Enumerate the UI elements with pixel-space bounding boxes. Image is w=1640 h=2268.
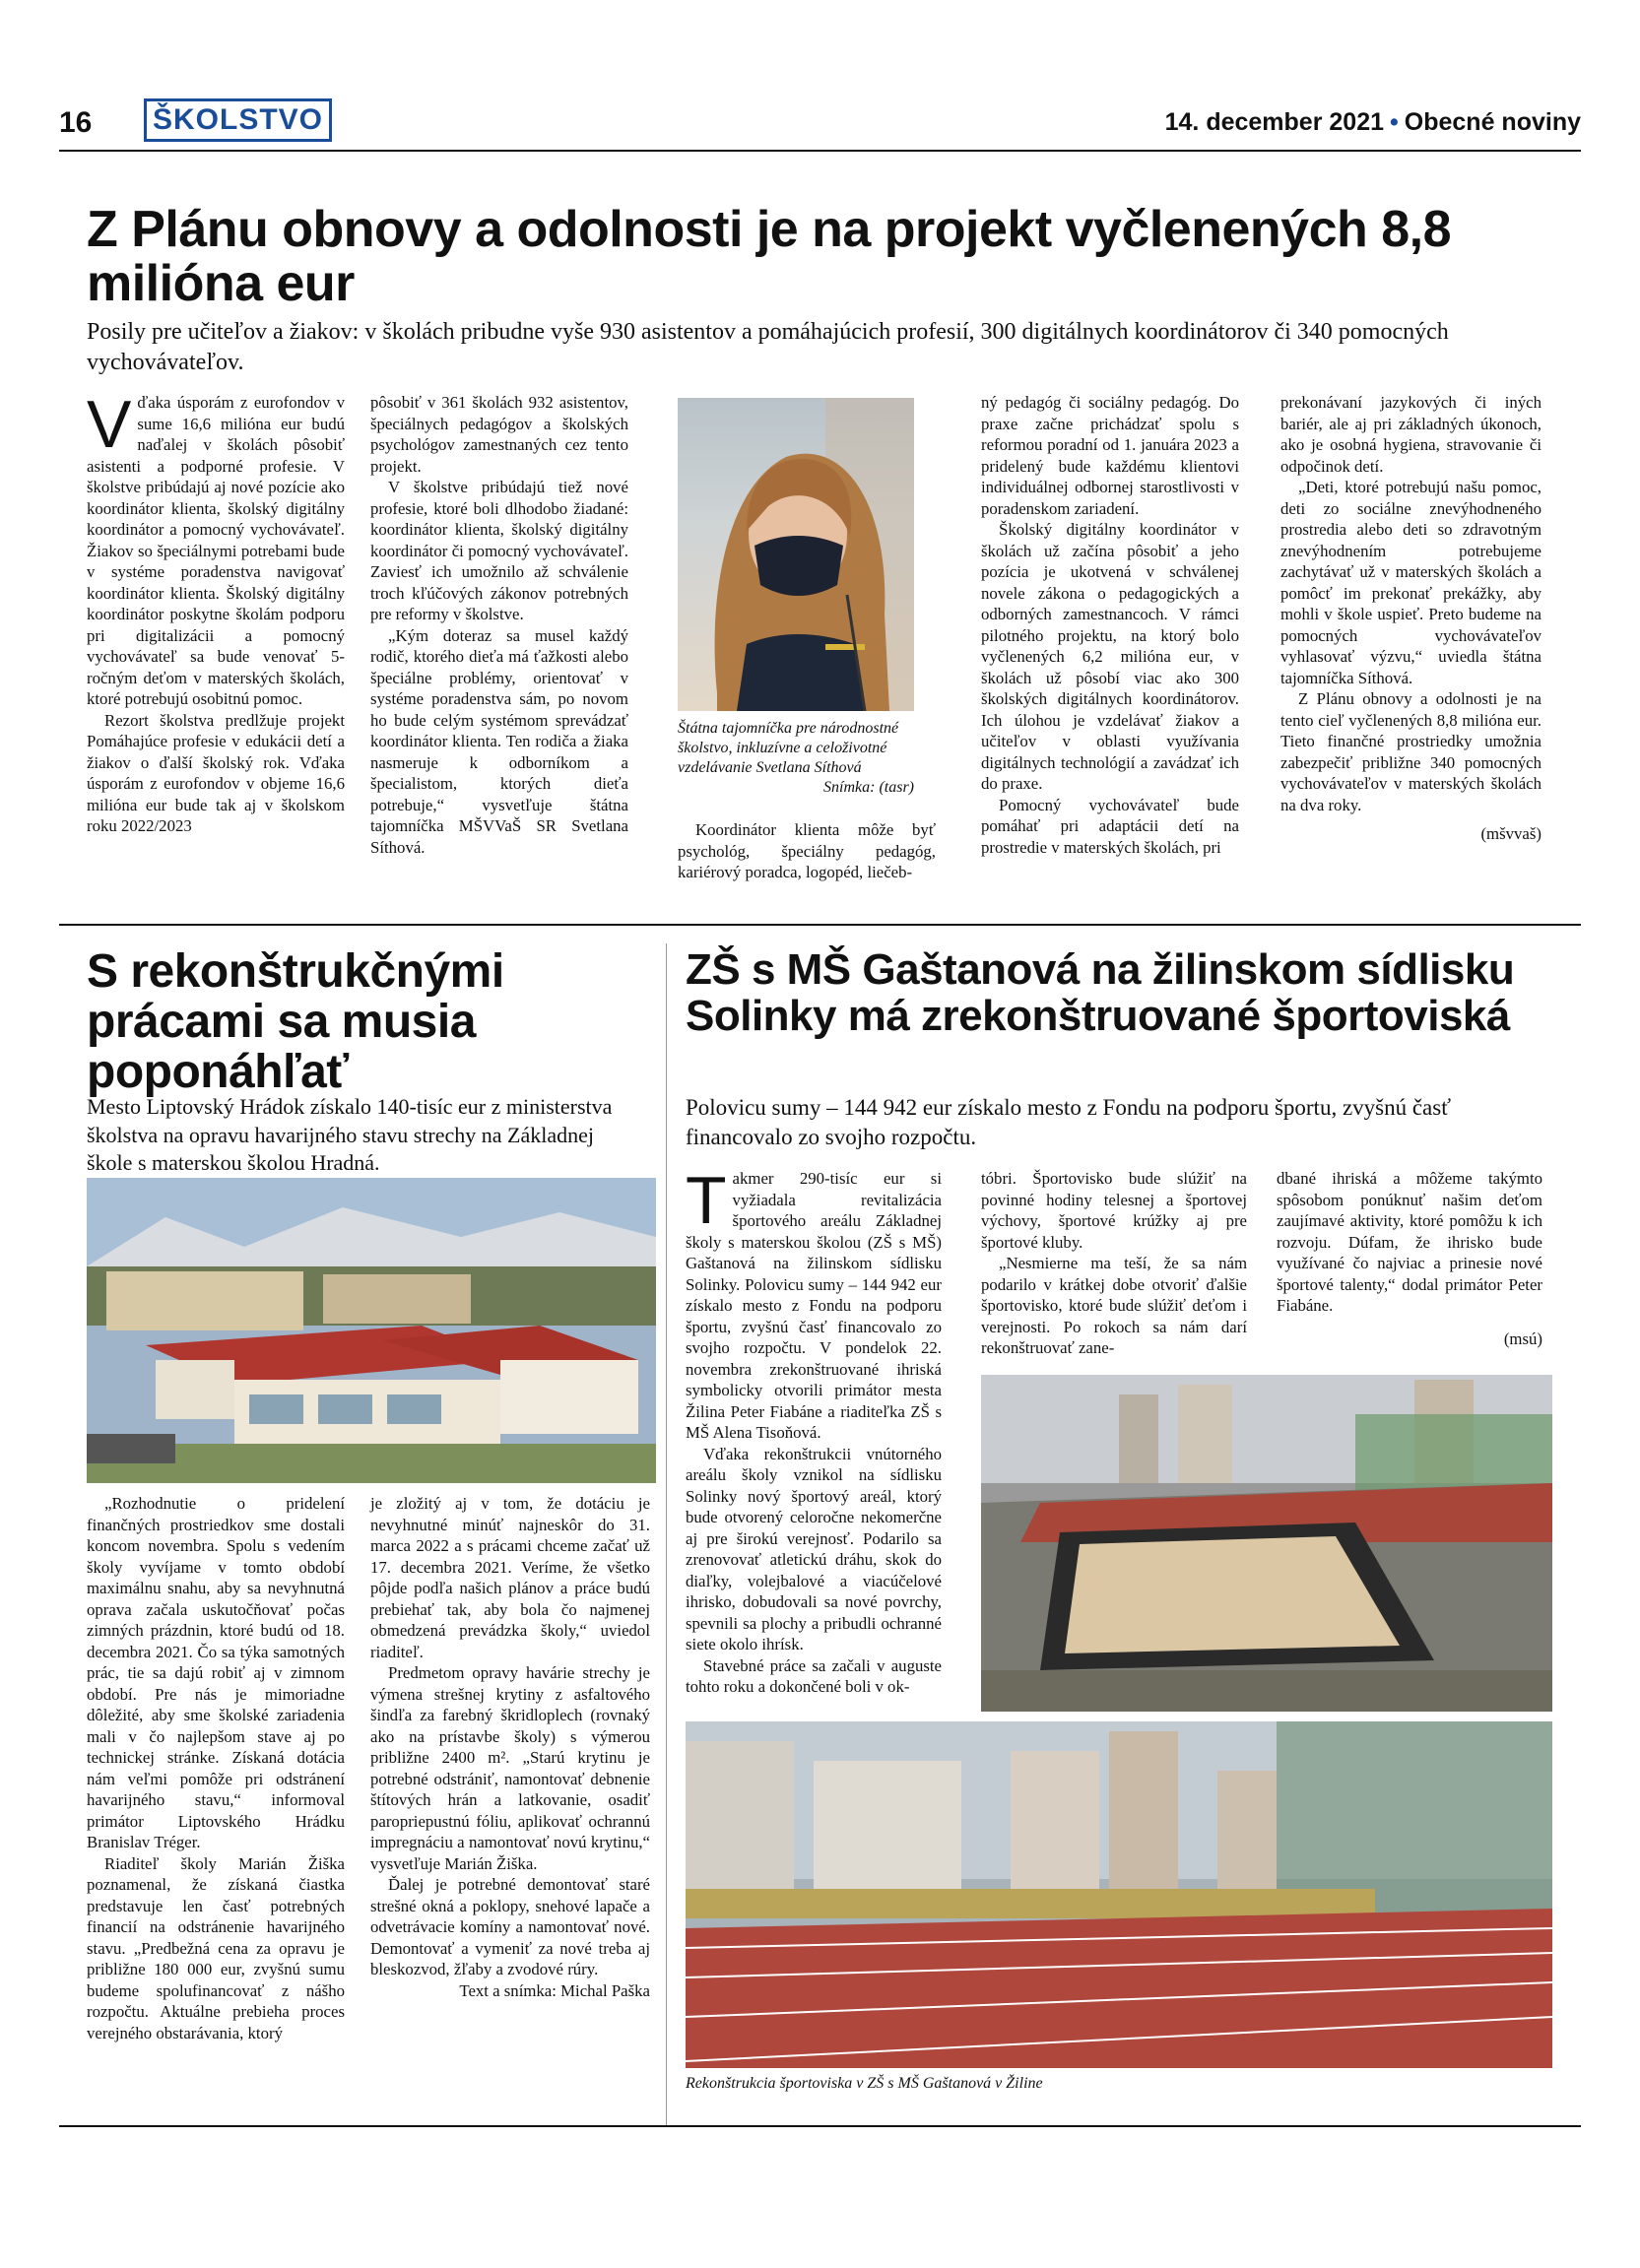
portrait-caption-text: Štátna tajomníčka pre národnostné školstvo, inkluzívne a celoživotné vzdelávanie Svetlana Síthová bbox=[678, 720, 899, 776]
article1-signature: (mšvvaš) bbox=[1480, 824, 1542, 843]
article3-col1 bbox=[686, 1163, 942, 1698]
running-track-photo bbox=[686, 1721, 1552, 2068]
article2-signature: Text a snímka: Michal Paška bbox=[459, 1980, 650, 2000]
article1-col5 bbox=[1280, 392, 1542, 845]
paragraph: je zložitý aj v tom, že dotáciu je nevyhnutné minúť najneskôr do 31. marca 2022 a s prácami chceme začať už 17. decembra 2021. Veríme, že všetko pôjde podľa našich plánov a práce budú prebiehať tak, aby bola čo najmenej obmedzená prevádzka školy,“ uviedol riaditeľ. bbox=[370, 1494, 650, 1661]
paragraph: V školstve pribúdajú tiež nové profesie, ktoré boli dlhodobo žiadané: koordinátor klienta, školský digitálny koordinátor či pomocný vychovávateľ. Zaviesť ich umožnilo až schválenie troch kľúčových zákonov potrebných pre reformy v školstve. bbox=[370, 478, 628, 623]
paragraph: Školský digitálny koordinátor v školách už začína pôsobiť a jeho pozícia je ukotvená v schválenej novele zákona o pedagogických a odborných zamestnancoch. V rámci pilotného projektu, na ktorý bolo vyčlenených 6,2 milióna eur, v školách už pôsobí viac ako 300 školských digitálnych koordinátorov. Ich úlohou je vzdelávať žiakov a učiteľov v oblasti využívania digitálnych technológií a zavádzať ich do praxe. bbox=[981, 520, 1239, 793]
paragraph: Riaditeľ školy Marián Žiška poznamenal, že získaná čiastka predstavuje len časť potrebných financií na odstránenie havarijného stavu. „Predbežná cena za opravu je približne 180 000 eur, zvyšnú sumu budeme spolufinancovať z nášho rozpočtu. Aktuálne prebieha proces verejného obstarávania, ktorý bbox=[87, 1853, 345, 2042]
paragraph: Z Plánu obnovy a odolnosti je na tento cieľ vyčlenených 8,8 milióna eur. Tieto finančné prostriedky umožnia zabezpečiť približne 340 pomocných vychovávateľov v materských školách na dva roky. bbox=[1280, 689, 1542, 814]
paragraph: Ďalej je potrebné demontovať staré strešné okná a poklopy, snehové lapače a odvetrávacie komíny a namontovať nové. Demontovať a vymeniť za nové treba aj bleskozvod, žľaby a zvodové rúry. bbox=[370, 1875, 650, 1978]
article1-col2 bbox=[370, 392, 628, 858]
paragraph: ný pedagóg či sociálny pedagóg. Do praxe začne prichádzať spolu s reformou poradní od 1. januára 2023 a pridelený bude každému klientovi individuálnej odbornej starostlivosti v poradenskom zariadení. bbox=[981, 393, 1239, 518]
issue-date: 14. december 2021 bbox=[1164, 108, 1385, 136]
portrait-credit: Snímka: (tasr) bbox=[823, 779, 914, 796]
article2-lead: Mesto Liptovský Hrádok získalo 140-tisíc eur z ministerstva školstva na opravu havarijného stavu strechy na Základnej škole s materskou školou Hradná. bbox=[87, 1094, 613, 1176]
school-building-illustration bbox=[87, 1178, 656, 1483]
paragraph: Stavebné práce sa začali v auguste tohto roku a dokončené boli v ok- bbox=[686, 1655, 942, 1696]
header-rule bbox=[59, 150, 1581, 152]
paragraph: „Kým doteraz sa musel každý rodič, ktorého dieťa má ťažkosti alebo špeciálne problémy, orientovať v systéme poradenstva sám, po novom ho bude celým systémom sprevádzať koordinátor klienta. Ten rodiča a žiaka nasmeruje k odborníkom a špecialistom, ktorých dieťa potrebuje,“ vysvetľuje štátna tajomníčka MŠVVaŠ SR Svetlana Síthová. bbox=[370, 625, 628, 857]
section-label-box bbox=[144, 98, 332, 142]
article2-col2 bbox=[370, 1493, 650, 2001]
paragraph: „Rozhodnutie o pridelení finančných prostriedkov sme dostali koncom novembra. Spolu s vedením školy vyvíjame v tomto období maximálnu snahu, aby sa nevyhnutná oprava začala uskutočňovať počas zimných prázdnin, ktoré budú od 18. decembra 2021. Čo sa týka samotných prác, tie sa dajú robiť aj v zimnom období. Pre nás je mimoriadne dôležité, aby sme školské zariadenia mali v čo najlepšom stave aj po technickej stránke. Získaná dotácia nám veľmi pomôže pri odstránení havarijného stavu,“ informoval primátor Liptovského Hrádku Branislav Tréger. bbox=[87, 1494, 345, 1851]
paragraph: ďaka úsporám z eurofondov v sume 16,6 milióna eur budú naďalej v školách pôsobiť asistenti a podporné profesie. V školstve pribúdajú aj nové pozície ako koordinátor klienta, školský digitálny koordinátor a pomocný vychovávateľ. Žiakov so špeciálnymi potrebami bude v systéme poradenstva navigovať koordinátor klienta. Školský digitálny koordinátor poskytne školám podporu pri digitalizácii a pomocný vychovávateľ sa bude venovať 5-ročným deťom v materských školách, ktoré potrebujú osobitnú pomoc. bbox=[87, 393, 345, 708]
article3-signature: (msú) bbox=[1503, 1328, 1542, 1348]
paragraph: Rezort školstva predlžuje projekt Pomáhajúce profesie v edukácii detí a žiakov o ďalší školský rok. Vďaka úsporám z eurofondov v objeme 16,6 milióna eur bude tak aj v školskom roku 2022/2023 bbox=[87, 710, 345, 835]
paragraph: akmer 290-tisíc eur si vyžiadala revitalizácia športového areálu Základnej školy s materskou školou (ZŠ s MŠ) Gaštanová na žilinskom sídlisku Solinky. Polovicu sumy – 144 942 eur získalo mesto z Fondu na podporu športu, zvyšnú časť financovalo zo svojho rozpočtu. V pondelok 22. novembra zrekonštruované ihriská symbolicky otvorili primátor mesta Žilina Peter Fiabáne a riaditeľka ZŠ s MŠ Alena Tisoňová. bbox=[686, 1169, 942, 1442]
paragraph: Koordinátor klienta môže byť psychológ, špeciálny pedagóg, kariérový poradca, logopéd, liečeb- bbox=[678, 820, 936, 881]
portrait-caption bbox=[678, 719, 914, 798]
long-jump-photo bbox=[981, 1375, 1552, 1712]
article1-col4 bbox=[981, 392, 1239, 858]
paragraph: dbané ihriská a môžeme takýmto spôsobom ponúknuť našim deťom zaujímavé aktivity, ktoré pomôžu k ich rozvoju. Dúfam, že ihrisko bude využívané čo najviac a prinesie nové športové talenty,“ dodal primátor Peter Fiabáne. bbox=[1277, 1169, 1542, 1315]
paragraph: Predmetom opravy havárie strechy je výmena strešnej krytiny z asfaltového šindľa za farebný škridloplech (rovnaký ako na prístavbe školy) s výmerou približne 2400 m². „Starú krytinu je potrebné odstrániť, namontovať debnenie štítových hrán a latkovanie, osadiť paropriepustnú fóliu, aplikovať ochrannú impregnáciu a namontovať novú krytinu,“ vysvetľuje Marián Žiška. bbox=[370, 1663, 650, 1873]
footer-rule bbox=[59, 2125, 1581, 2127]
track-photo-caption: Rekonštrukcia športoviska v ZŠ s MŠ Gaštanová v Žiline bbox=[686, 2075, 1043, 2092]
paragraph: pôsobiť v 361 školách 932 asistentov, špeciálnych pedagógov a školských psychológov zamestnaných cez tento projekt. bbox=[370, 393, 628, 476]
running-track-illustration bbox=[686, 1721, 1552, 2068]
article3-col3 bbox=[1277, 1168, 1542, 1349]
article1-col3 bbox=[678, 819, 936, 883]
paragraph: „Deti, ktoré potrebujú našu pomoc, deti zo sociálne znevýhodneného prostredia alebo deti so zdravotným znevýhodnením potrebujeme zachytávať už v materských školách a pomôcť im prekonať prekážky, aby mohli v škole uspieť. Preto budeme na pomocných vychovávateľov vyhlasovať výzvu,“ uviedla štátna tajomníčka Síthová. bbox=[1280, 478, 1542, 687]
page-number: 16 bbox=[59, 106, 93, 139]
column-divider bbox=[666, 943, 667, 2125]
paragraph: prekonávaní jazykových či iných bariér, ale aj pri základných úkonoch, ako je osobná hygiena, stravovanie či odpočinok detí. bbox=[1280, 393, 1542, 476]
section-label: ŠKOLSTVO bbox=[147, 101, 329, 139]
paragraph: Pomocný vychovávateľ bude pomáhať pri adaptácii detí na prostredie v materských školách, pri bbox=[981, 795, 1239, 857]
article1-drop-cap: V bbox=[87, 387, 132, 462]
article2-title: S rekonštrukčnými prácami sa musia poponáhľať bbox=[87, 945, 504, 1098]
long-jump-illustration bbox=[981, 1375, 1552, 1712]
section-divider bbox=[59, 924, 1581, 926]
article3-drop-cap: T bbox=[686, 1163, 727, 1238]
article1-lead: Posily pre učiteľov a žiakov: v školách pribudne vyše 930 asistentov a pomáhajúcich profesií, 300 digitálnych koordinátorov či 340 pomocných vychovávateľov. bbox=[87, 319, 1449, 376]
school-building-photo bbox=[87, 1178, 656, 1483]
article3-title: ZŠ s MŠ Gaštanová na žilinskom sídlisku Solinky má zrekonštruované športoviská bbox=[686, 945, 1515, 1040]
article3-lead: Polovicu sumy – 144 942 eur získalo mesto z Fondu na podporu športu, zvyšnú časť financovalo zo svojho rozpočtu. bbox=[686, 1095, 1452, 1149]
header-separator: • bbox=[1390, 108, 1399, 136]
paragraph: tóbri. Športovisko bude slúžiť na povinné hodiny telesnej a športovej výchovy, športové krúžky aj pre športové kluby. bbox=[981, 1169, 1247, 1252]
paragraph: Vďaka rekonštrukcii vnútorného areálu školy vznikol na sídlisku Solinky nový športový areál, ktorý bude otvorený celoročne nekomerčne aj pre širokú verejnosť. Podarilo sa zrenovovať atletickú dráhu, skok do diaľky, volejbalové a viacúčelové ihrisko, dobudovali sa nové povrchy, spevnili sa plochy a pribudli ochranné siete okolo ihrísk. bbox=[686, 1444, 942, 1653]
portrait-photo bbox=[678, 398, 914, 711]
paper-name: Obecné noviny bbox=[1404, 108, 1581, 136]
article2-col1 bbox=[87, 1493, 345, 2043]
header-date-line bbox=[1165, 108, 1581, 137]
paragraph: „Nesmierne ma teší, že sa nám podarilo v krátkej dobe otvoriť ďalšie športovisko, ktoré bude slúžiť deťom i verejnosti. Po rokoch sa nám darí rekonštruovať zane- bbox=[981, 1254, 1247, 1357]
portrait-illustration bbox=[678, 398, 914, 711]
article1-title: Z Plánu obnovy a odolnosti je na projekt vyčlenených 8,8 milióna eur bbox=[87, 201, 1452, 313]
article3-col2 bbox=[981, 1168, 1247, 1359]
article1-col1 bbox=[87, 387, 345, 837]
